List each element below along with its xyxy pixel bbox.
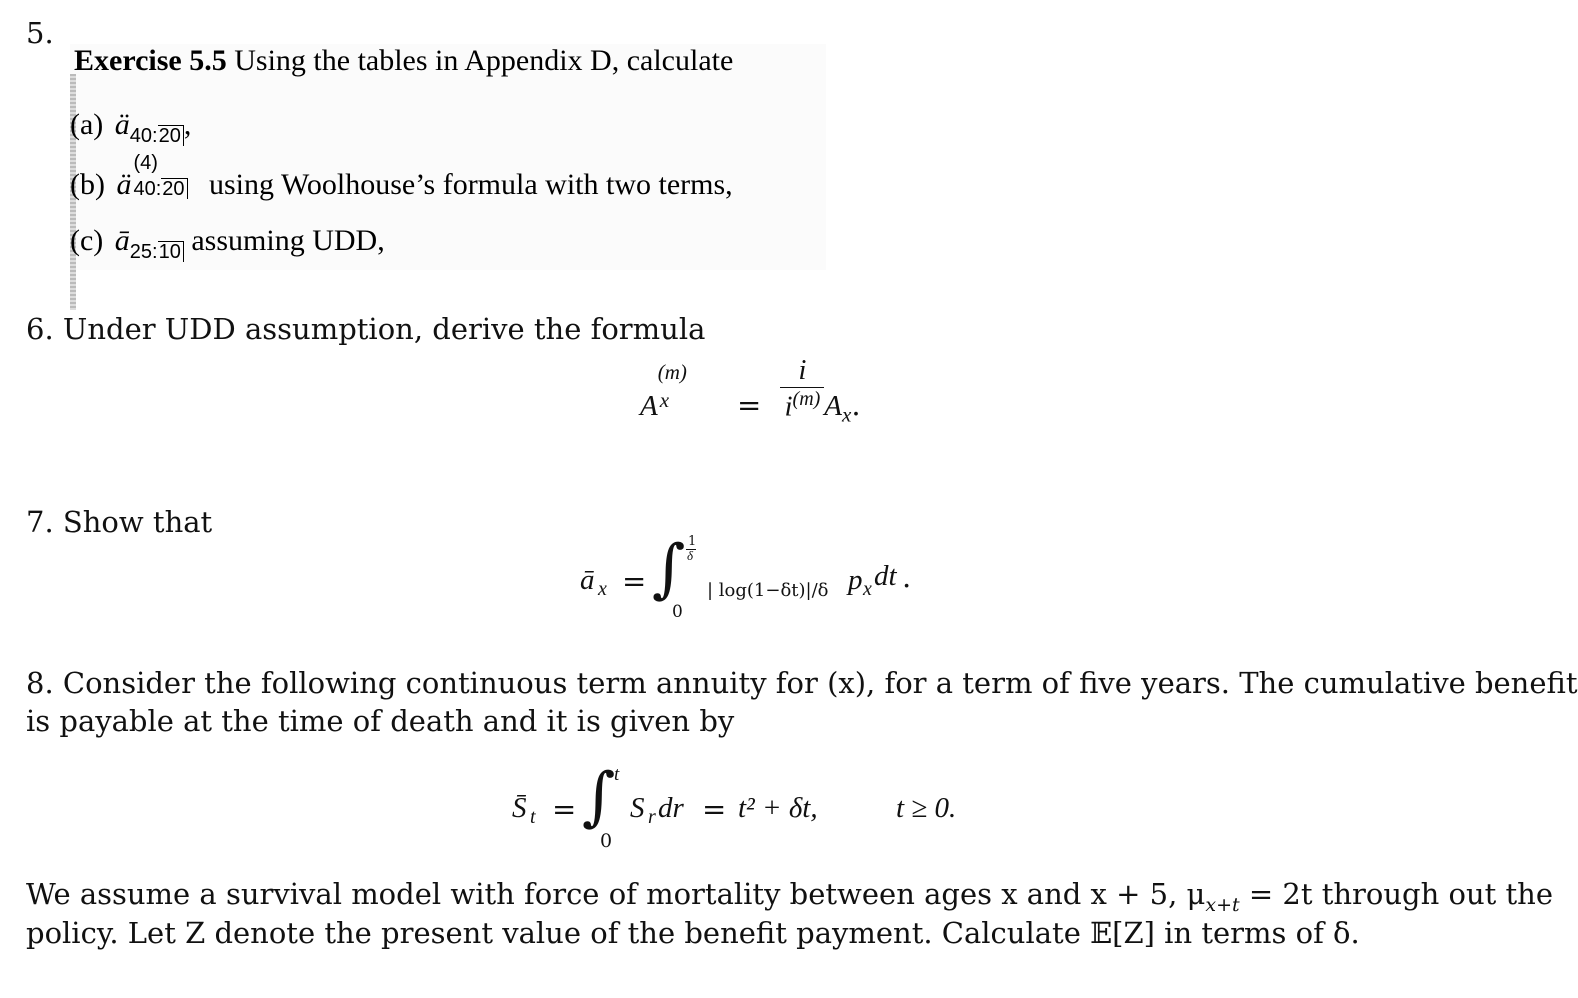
eq6-rhs: A <box>824 389 843 422</box>
part-a <box>70 108 192 147</box>
problem-8-equation <box>512 760 992 854</box>
eq7-end: . <box>902 560 912 594</box>
part-a-symbol: ä <box>114 108 130 141</box>
eq8-integrand: S <box>630 792 645 824</box>
eq7-lower: 0 <box>672 602 683 622</box>
part-c-symbol: ā <box>114 224 130 257</box>
eq6-num: i <box>780 354 824 388</box>
eq6-den: i <box>784 390 793 423</box>
eq7-lhs: ā <box>580 564 595 596</box>
part-b-after: using Woolhouse’s formula with two terms, <box>208 168 733 201</box>
exercise-label: Exercise 5.5 <box>74 44 227 77</box>
eq7-upper-den: δ <box>687 548 694 563</box>
part-a-subscript: 40: <box>129 125 158 147</box>
eq8-equals-2: = <box>702 792 727 826</box>
eq8-lhs-sub: t <box>530 806 536 828</box>
eq8-lower: 0 <box>600 830 613 852</box>
eq8-integrand-sub: r <box>648 806 656 828</box>
problem-8-line3-sub: x+t <box>1205 893 1240 916</box>
part-b-label: (b) <box>70 168 105 201</box>
part-c-after: assuming UDD, <box>191 224 385 257</box>
problem-8-line3-main: We assume a survival model with force of mortality between ages x and x + 5, μ <box>26 877 1206 911</box>
problem-8-line4: policy. Let Z denote the present value of the benefit payment. Calculate 𝔼[Z] in terms of δ. <box>26 916 1360 950</box>
part-c-subscript: 25: <box>129 241 158 263</box>
problem-8-line3 <box>26 877 1553 916</box>
eq8-upper: t <box>614 764 620 785</box>
eq7-prefix-sub: | log(1−δt)|/δ <box>707 580 829 601</box>
exercise-text: Using the tables in Appendix D, calculate <box>234 44 734 77</box>
problem-5-number: 5. <box>26 16 54 50</box>
part-b-superscript: (4) <box>133 152 158 174</box>
eq6-lhs: A <box>640 389 658 422</box>
scanned-exercise-box <box>70 44 826 270</box>
part-a-label: (a) <box>70 108 104 141</box>
problem-6-equation <box>640 354 861 452</box>
eq7-upper-num: 1 <box>688 534 697 549</box>
eq7-p-sub: x <box>863 578 872 600</box>
eq8-equals-1: = <box>552 792 577 826</box>
eq6-den-sup: (m) <box>792 388 821 410</box>
part-c-label: (c) <box>70 224 104 257</box>
problem-7-equation <box>580 534 920 624</box>
eq7-lhs-sub: x <box>598 578 607 600</box>
eq8-dr: dr <box>658 792 684 824</box>
part-c-angle: 10 <box>158 241 184 262</box>
eq6-lhs-sup: (m) <box>657 360 687 384</box>
part-b-angle: 20 <box>161 178 187 199</box>
part-a-angle: 20 <box>158 125 184 146</box>
eq6-lhs-sub: x <box>659 388 670 412</box>
problem-8-line3-rest: = 2t through out the <box>1239 877 1553 911</box>
problem-8-line1: 8. Consider the following continuous term annuity for (x), for a term of five years. The cumulative benefit <box>26 666 1578 700</box>
problem-8-line2: is payable at the time of death and it is given by <box>26 704 735 738</box>
part-b <box>70 152 733 202</box>
eq8-integral: ∫ <box>582 760 616 834</box>
eq6-equals: = <box>736 387 762 422</box>
eq8-condition: t ≥ 0. <box>896 792 957 824</box>
part-a-after: , <box>183 108 192 141</box>
exercise-heading <box>74 44 733 78</box>
eq8-rhs: t² + δt, <box>738 792 818 824</box>
eq7-integral: ∫ <box>652 532 686 606</box>
eq7-dt: dt <box>874 560 897 592</box>
eq8-lhs: S̄ <box>512 792 527 824</box>
eq7-p: p <box>848 564 863 596</box>
problem-6-text: 6. Under UDD assumption, derive the formula <box>26 312 706 346</box>
eq6-fraction <box>780 354 824 424</box>
eq6-end: . <box>851 387 861 422</box>
eq7-equals: = <box>622 564 647 598</box>
eq6-rhs-sub: x <box>842 402 852 427</box>
part-b-symbol: ä <box>116 168 132 201</box>
part-c <box>70 224 385 263</box>
problem-7-text: 7. Show that <box>26 505 213 539</box>
part-b-subscript: 40: <box>133 178 162 200</box>
